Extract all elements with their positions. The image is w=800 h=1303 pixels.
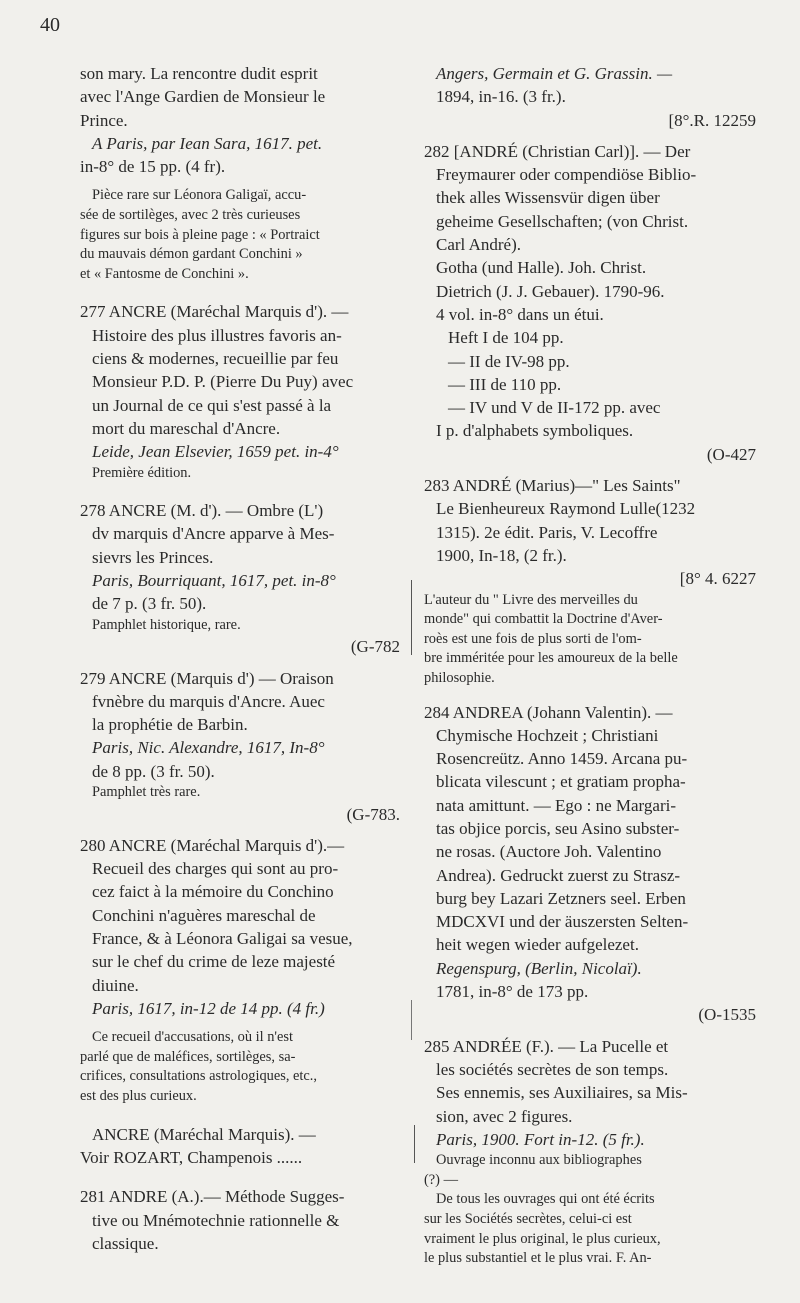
text-line: heit wegen wieder aufgelezet. <box>436 935 639 955</box>
entry-283 <box>424 474 756 590</box>
note-line: parlé que de maléfices, sortilèges, sa- <box>80 1048 296 1065</box>
text-line: 1781, in-8° de 173 pp. <box>436 982 589 1002</box>
text-line: les sociétés secrètes de son temps. <box>436 1059 669 1079</box>
text-line: ciens & modernes, recueillie par feu <box>92 349 339 369</box>
text-line: fvnèbre du marquis d'Ancre. Auec <box>92 691 325 711</box>
column-rule <box>411 1000 412 1040</box>
text-line: 1894, in-16. (3 fr.). <box>436 87 566 107</box>
entry-heading: 282 [ANDRÉ (Christian Carl)]. — Der <box>424 141 691 161</box>
text-line: Histoire des plus illustres favoris an- <box>92 325 342 345</box>
cross-reference <box>80 1123 400 1170</box>
entry-278 <box>80 499 400 658</box>
text-line: Andrea). Gedruckt zuerst zu Strasz- <box>436 865 681 885</box>
entry-heading: 281 ANDRE (A.).— Méthode Sugges- <box>80 1187 345 1207</box>
note-line: bre imméritée pour les amoureux de la belle <box>424 650 678 667</box>
note-line: monde" qui combattit la Doctrine d'Aver- <box>424 611 663 628</box>
text-line: Monsieur P.D. P. (Pierre Du Puy) avec <box>92 372 354 392</box>
text-line: MDCXVI und der äuszersten Selten- <box>436 912 689 932</box>
note-line: (?) — <box>424 1171 458 1188</box>
imprint-line: A Paris, par Iean Sara, 1617. pet. <box>92 133 323 153</box>
text-line: Le Bienheureux Raymond Lulle(1232 <box>436 499 696 519</box>
text-line: sur le chef du crime de leze majesté <box>92 952 336 972</box>
note-line: est des plus curieux. <box>80 1088 197 1105</box>
catalog-reference: (G-783. <box>346 804 400 824</box>
entry-285 <box>424 1035 756 1151</box>
text-line: cez faict à la mémoire du Conchino <box>92 882 334 902</box>
imprint-line: Leide, Jean Elsevier, 1659 pet. in-4° <box>92 442 339 462</box>
note-line: Ce recueil d'accusations, où il n'est <box>92 1029 293 1046</box>
catalog-reference: (G-782 <box>350 637 400 657</box>
column-rule <box>411 580 412 655</box>
entry-heading: 284 ANDREA (Johann Valentin). — <box>424 702 673 722</box>
text-line: ANCRE (Maréchal Marquis). — <box>92 1124 316 1144</box>
note-line: vraiment le plus original, le plus curieux, <box>424 1230 661 1247</box>
text-line: de 8 pp. (3 fr. 50). <box>92 761 215 781</box>
note-line: philosophie. <box>424 669 495 686</box>
text-line: in-8° de 15 pp. (4 fr). <box>80 157 226 177</box>
note <box>80 1028 400 1106</box>
entry-heading: 277 ANCRE (Maréchal Marquis d'). — <box>80 302 349 322</box>
text-line: diuine. <box>92 975 139 995</box>
note-line: le plus substantiel et le plus vrai. F. An- <box>424 1250 652 1267</box>
text-line: tive ou Mnémotechnie rationnelle & <box>92 1210 340 1230</box>
text-line: classique. <box>92 1233 159 1253</box>
entry-279 <box>80 667 400 826</box>
volume-line: I p. d'alphabets symboliques. <box>436 421 634 441</box>
entry-282 <box>424 140 756 466</box>
entry-heading: 279 ANCRE (Marquis d') — Oraison <box>80 668 334 688</box>
text-line: Voir ROZART, Champenois ...... <box>80 1147 303 1167</box>
entry-heading: 285 ANDRÉE (F.). — La Pucelle et <box>424 1036 669 1056</box>
text-line: avec l'Ange Gardien de Monsieur le <box>80 87 326 107</box>
text-line: nata amittunt. — Ego : ne Margari- <box>436 795 676 815</box>
note-line: Première édition. <box>92 464 192 481</box>
note-line: du mauvais démon gardant Conchini » <box>80 246 303 263</box>
text-line: France, & à Léonora Galigai sa vesue, <box>92 929 353 949</box>
left-column <box>80 62 400 1255</box>
imprint-line: Paris, 1617, in-12 de 14 pp. (4 fr.) <box>92 998 325 1018</box>
text-line: 1900, In-18, (2 fr.). <box>436 545 567 565</box>
text-line: Conchini n'aguères mareschal de <box>92 905 316 925</box>
note-line: sur les Sociétés secrètes, celui-ci est <box>424 1210 632 1227</box>
text-line: sievrs les Princes. <box>92 547 214 567</box>
imprint-line: Regenspurg, (Berlin, Nicolaï). <box>436 958 642 978</box>
continuation-text <box>80 62 400 178</box>
text-line: thek alles Wissensvür digen über <box>436 188 660 208</box>
text-line: la prophétie de Barbin. <box>92 715 248 735</box>
note <box>80 186 400 284</box>
entry-284 <box>424 701 756 1027</box>
text-line: 1315). 2e édit. Paris, V. Lecoffre <box>436 522 658 542</box>
note-line: De tous les ouvrages qui ont été écrits <box>436 1191 655 1208</box>
note-line: et « Fantosme de Conchini ». <box>80 265 249 282</box>
text-line: geheime Gesellschaften; (von Christ. <box>436 211 689 231</box>
entry-heading: 278 ANCRE (M. d'). — Ombre (L') <box>80 501 324 521</box>
text-line: un Journal de ce qui s'est passé à la <box>92 395 332 415</box>
note <box>424 591 756 689</box>
text-line: burg bey Lazari Zetzners seel. Erben <box>436 888 686 908</box>
text-line: de 7 p. (3 fr. 50). <box>92 594 207 614</box>
note-line: roès est une fois de plus sorti de l'om- <box>424 630 642 647</box>
imprint-line: Paris, Bourriquant, 1617, pet. in-8° <box>92 571 336 591</box>
note-line: Ouvrage inconnu aux bibliographes <box>436 1152 642 1169</box>
volume-line: — III de 110 pp. <box>448 374 562 394</box>
note-line: sée de sortilèges, avec 2 très curieuses <box>80 207 301 224</box>
note-line: Pièce rare sur Léonora Galigaï, accu- <box>92 187 307 204</box>
catalog-reference: (O-427 <box>706 444 756 464</box>
note-line: Pamphlet très rare. <box>92 783 201 800</box>
text-line: Carl André). <box>436 235 521 255</box>
text-line: Freymaurer oder compendiöse Biblio- <box>436 165 697 185</box>
text-line: tas objice porcis, seu Asino subster- <box>436 818 680 838</box>
text-line: dv marquis d'Ancre apparve à Mes- <box>92 524 335 544</box>
text-line: Dietrich (J. J. Gebauer). 1790-96. <box>436 281 665 301</box>
text-line: Gotha (und Halle). Joh. Christ. <box>436 258 647 278</box>
catalog-reference: (O-1535 <box>698 1005 756 1025</box>
text-line: mort du mareschal d'Ancre. <box>92 418 281 438</box>
entry-277 <box>80 300 400 483</box>
text-line: sion, avec 2 figures. <box>436 1106 573 1126</box>
text-line: Rosencreütz. Anno 1459. Arcana pu- <box>436 749 688 769</box>
text-line: Recueil des charges qui sont au pro- <box>92 859 339 879</box>
volume-line: — IV und V de II-172 pp. avec <box>448 398 661 418</box>
volume-line: — II de IV-98 pp. <box>448 351 570 371</box>
text-line: ne rosas. (Auctore Joh. Valentino <box>436 842 662 862</box>
page-number: 40 <box>40 14 60 36</box>
note-line: figures sur bois à pleine page : « Portraict <box>80 226 320 243</box>
text-line: Prince. <box>80 110 128 130</box>
text-line: son mary. La rencontre dudit esprit <box>80 64 318 83</box>
column-rule <box>414 1125 415 1163</box>
continuation-text <box>424 62 756 132</box>
text-line: blicata vilescunt ; et gratiam propha- <box>436 772 686 792</box>
text-line: Chymische Hochzeit ; Christiani <box>436 725 659 745</box>
note <box>424 1151 756 1269</box>
note-line: L'auteur du " Livre des merveilles du <box>424 591 638 608</box>
entry-280 <box>80 834 400 1020</box>
text-line: Ses ennemis, ses Auxiliaires, sa Mis- <box>436 1083 688 1103</box>
right-column <box>424 62 756 1269</box>
entry-heading: 283 ANDRÉ (Marius)—" Les Saints" <box>424 476 681 496</box>
text-line: 4 vol. in-8° dans un étui. <box>436 304 604 324</box>
catalog-reference: [8° 4. 6227 <box>679 569 756 589</box>
entry-heading: 280 ANCRE (Maréchal Marquis d').— <box>80 835 345 855</box>
imprint-line: Angers, Germain et G. Grassin. — <box>436 64 673 83</box>
entry-281 <box>80 1185 400 1255</box>
imprint-line: Paris, Nic. Alexandre, 1617, In-8° <box>92 738 325 758</box>
catalog-reference: [8°.R. 12259 <box>668 110 756 130</box>
note-line: Pamphlet historique, rare. <box>92 616 241 633</box>
volume-line: Heft I de 104 pp. <box>448 328 564 348</box>
imprint-line: Paris, 1900. Fort in-12. (5 fr.). <box>436 1129 645 1149</box>
note-line: crifices, consultations astrologiques, etc., <box>80 1068 317 1085</box>
